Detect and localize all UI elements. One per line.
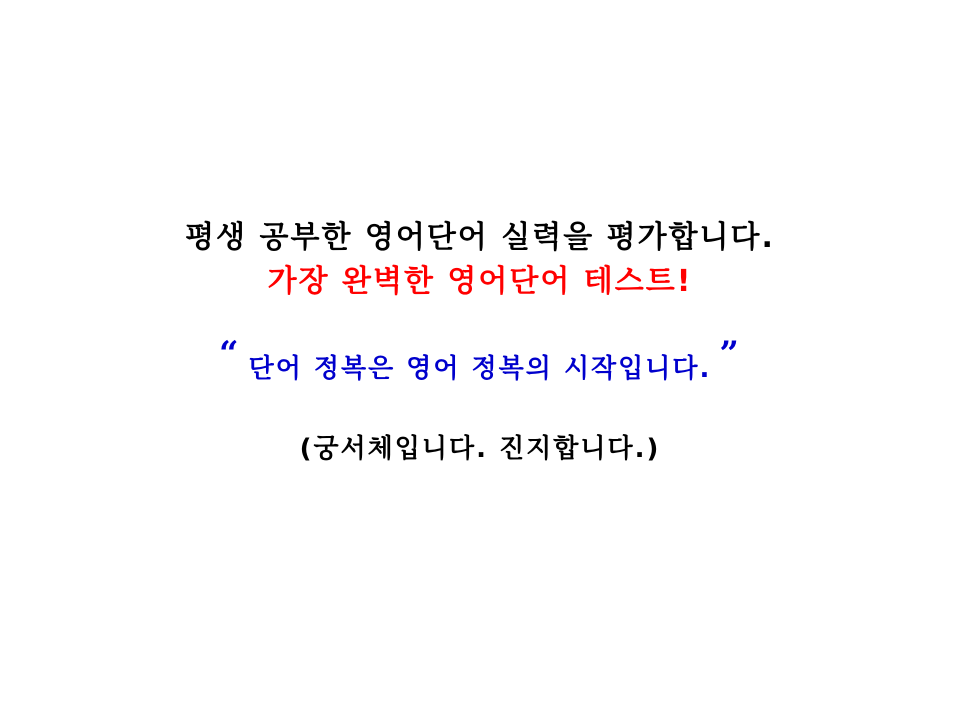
close-quote-mark: ” [719, 334, 741, 374]
quote-text: 단어 정복은 영어 정복의 시작입니다. [248, 354, 712, 384]
note-text: (궁서체입니다. 진지합니다.) [299, 434, 661, 464]
headline-text: 평생 공부한 영어단어 실력을 평가합니다. [185, 220, 775, 255]
test-title-text: 가장 완벽한 영어단어 테스트! [267, 264, 693, 299]
open-quote-mark: “ [219, 334, 241, 374]
quote-line [0, 334, 960, 388]
